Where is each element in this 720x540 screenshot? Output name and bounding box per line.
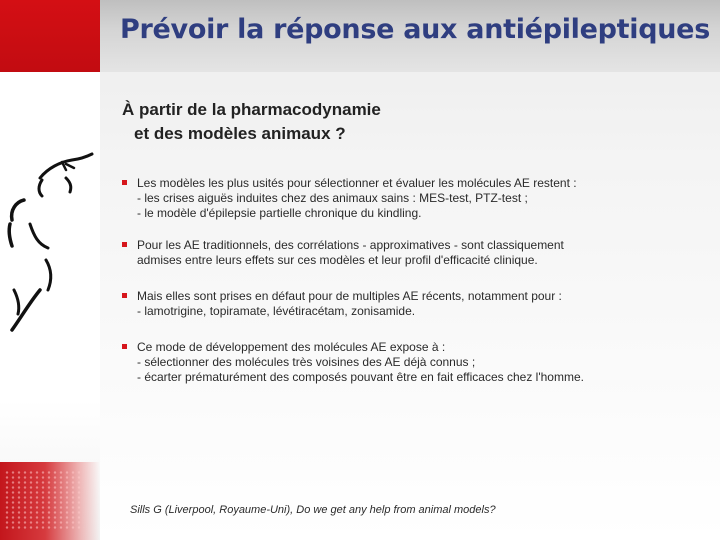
bullet-subline: admises entre leurs effets sur ces modèles et leur profil d'efficacité clinique. [137, 253, 538, 267]
bullet-text: Les modèles les plus usités pour sélectionner et évaluer les molécules AE restent : [137, 176, 577, 190]
bullet-subline: - le modèle d'épilepsie partielle chronique du kindling. [137, 206, 422, 220]
subtitle-line-2: et des modèles animaux ? [134, 124, 346, 143]
bullet-text: Pour les AE traditionnels, des corrélations - approximatives - sont classiquement [137, 238, 564, 252]
bullet-subline: - sélectionner des molécules très voisines des AE déjà connus ; [137, 355, 476, 369]
slide-subtitle [122, 98, 522, 146]
list-item [122, 176, 712, 221]
bullet-marker [122, 293, 127, 298]
list-item [122, 238, 712, 268]
slide-title: Prévoir la réponse aux antiépileptiques [120, 14, 710, 45]
bullet-subline: - lamotrigine, topiramate, lévétiracétam, zonisamide. [137, 304, 416, 318]
bullet-subline: - écarter prématurément des composés pouvant être en fait efficaces chez l'homme. [137, 370, 584, 384]
reference-citation: Sills G (Liverpool, Royaume-Uni), Do we get any help from animal models? [130, 504, 496, 516]
list-item [122, 340, 712, 385]
bullet-marker [122, 242, 127, 247]
bullet-text: Mais elles sont prises en défaut pour de multiples AE récents, notamment pour : [137, 289, 562, 303]
figure-sketch-icon [0, 140, 100, 340]
list-item [122, 289, 712, 319]
bullet-marker [122, 180, 127, 185]
bullet-subline: - les crises aiguës induites chez des animaux sains : MES-test, PTZ-test ; [137, 191, 528, 205]
subtitle-line-1: À partir de la pharmacodynamie [122, 100, 381, 119]
bullet-marker [122, 344, 127, 349]
header-red-block [0, 0, 100, 72]
corner-decoration [0, 462, 100, 540]
bullet-text: Ce mode de développement des molécules AE expose à : [137, 340, 446, 354]
